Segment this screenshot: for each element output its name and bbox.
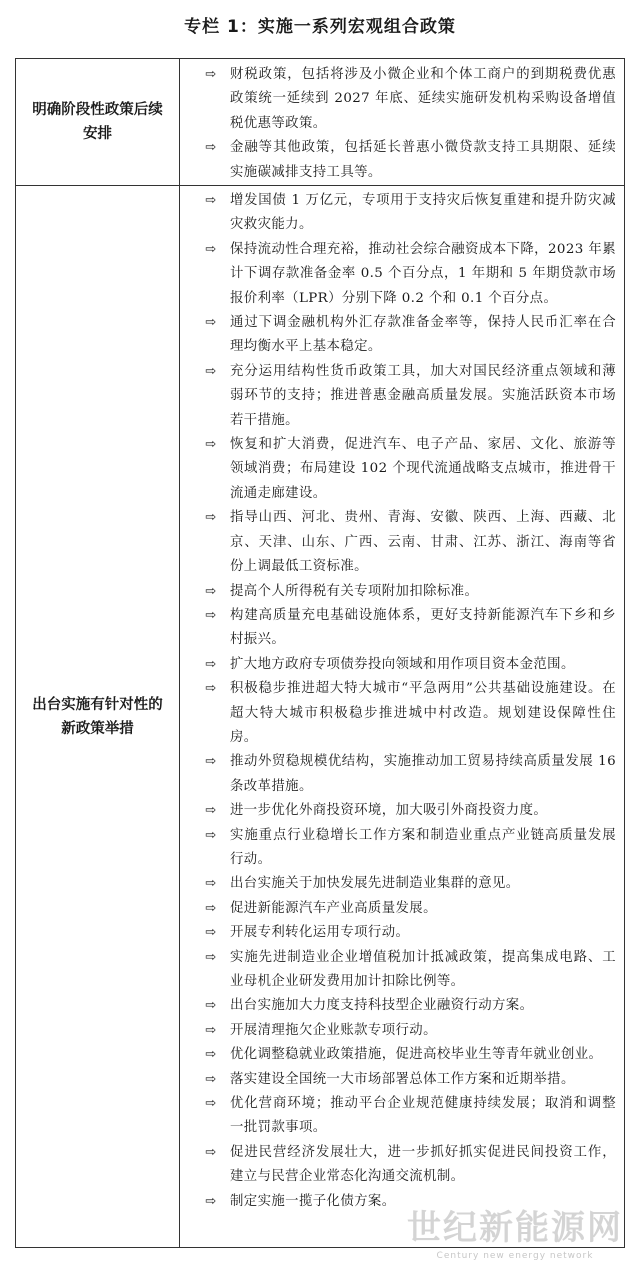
arrow-bullet-icon: ⇨ (205, 241, 217, 257)
watermark-subtext: Century new energy network (436, 1251, 594, 1261)
list-item (198, 1141, 616, 1190)
list-item-text: 开展清理拖欠企业账款专项行动。 (230, 1022, 437, 1038)
list-item (198, 677, 616, 750)
arrow-bullet-icon: ⇨ (205, 315, 217, 331)
list-item (198, 897, 616, 921)
arrow-bullet-icon: ⇨ (205, 803, 217, 819)
section-label: 明确阶段性政策后续安排 (16, 59, 180, 185)
arrow-bullet-icon: ⇨ (205, 1022, 217, 1038)
arrow-bullet-icon: ⇨ (205, 1193, 217, 1209)
table-section (16, 59, 624, 186)
list-item-text: 扩大地方政府专项债券投向领域和用作项目资本金范围。 (230, 656, 575, 672)
list-item-text: 推动外贸稳规模优结构，实施推动加工贸易持续高质量发展 16 条改革措施。 (230, 754, 616, 794)
list-item-text: 恢复和扩大消费，促进汽车、电子产品、家居、文化、旅游等领域消费；布局建设 102 个现代流通战略支点城市，推进骨干流通走廊建设。 (230, 437, 616, 501)
list-item (198, 824, 616, 873)
list-item (198, 921, 616, 945)
list-item (198, 1092, 616, 1141)
arrow-bullet-icon: ⇨ (205, 583, 217, 599)
list-item-text: 积极稳步推进超大特大城市“平急两用”公共基础设施建设。在超大特大城市积极稳步推进城中村改造。规划建设保障性住房。 (230, 681, 616, 745)
list-item-text: 充分运用结构性货币政策工具，加大对国民经济重点领域和薄弱环节的支持；推进普惠金融高质量发展。实施活跃资本市场若干措施。 (230, 363, 616, 428)
arrow-bullet-icon: ⇨ (205, 67, 217, 82)
list-item-text: 财税政策，包括将涉及小微企业和个体工商户的到期税费优惠政策统一延续到 2027 年底、延续实施研发机构采购设备增值税优惠等政策。 (230, 67, 616, 131)
arrow-bullet-icon: ⇨ (205, 510, 217, 526)
arrow-bullet-icon: ⇨ (205, 949, 217, 965)
list-item (198, 994, 616, 1018)
list-item-text: 增发国债 1 万亿元，专项用于支持灾后恢复重建和提升防灾减灾救灾能力。 (230, 193, 616, 233)
list-item-text: 提高个人所得税有关专项附加扣除标准。 (230, 583, 479, 599)
section-items (180, 59, 624, 185)
list-item (198, 1068, 616, 1092)
list-item (198, 63, 616, 136)
arrow-bullet-icon: ⇨ (205, 193, 217, 208)
list-item (198, 238, 616, 311)
arrow-bullet-icon: ⇨ (205, 1047, 217, 1063)
arrow-bullet-icon: ⇨ (205, 607, 217, 623)
list-item-text: 出台实施加大力度支持科技型企业融资行动方案。 (230, 998, 534, 1014)
list-item-text: 实施先进制造业企业增值税加计抵减政策，提高集成电路、工业母机企业研发费用加计扣除比例等。 (230, 949, 616, 989)
list-item-text: 出台实施关于加快发展先进制造业集群的意见。 (230, 876, 520, 892)
watermark-logo (400, 1206, 630, 1268)
watermark-text: 世纪新能源网 (407, 1208, 623, 1248)
list-item (198, 360, 616, 433)
arrow-bullet-icon: ⇨ (205, 1096, 217, 1112)
list-item (198, 1043, 616, 1067)
table-section (16, 186, 624, 1247)
section-items (180, 186, 624, 1247)
list-item-text: 指导山西、河北、贵州、青海、安徽、陕西、上海、西藏、北京、天津、山东、广西、云南、甘肃、江苏、浙江、海南等省份上调最低工资标准。 (230, 510, 616, 575)
arrow-bullet-icon: ⇨ (205, 998, 217, 1014)
list-item-text: 实施重点行业稳增长工作方案和制造业重点产业链高质量发展行动。 (230, 827, 616, 867)
arrow-bullet-icon: ⇨ (205, 1144, 217, 1160)
list-item (198, 433, 616, 506)
arrow-bullet-icon: ⇨ (205, 925, 217, 941)
list-item-text: 金融等其他政策，包括延长普惠小微贷款支持工具期限、延续实施碳减排支持工具等。 (230, 140, 616, 180)
list-item-text: 促进民营经济发展壮大，进一步抓好抓实促进民间投资工作，建立与民营企业常态化沟通交流机制。 (230, 1144, 616, 1185)
list-item (198, 604, 616, 653)
list-item (198, 872, 616, 896)
list-item (198, 189, 616, 238)
list-item (198, 311, 616, 360)
list-item-text: 促进新能源汽车产业高质量发展。 (230, 900, 437, 916)
arrow-bullet-icon: ⇨ (205, 140, 217, 156)
arrow-bullet-icon: ⇨ (205, 876, 217, 892)
list-item-text: 通过下调金融机构外汇存款准备金率等，保持人民币汇率在合理均衡水平上基本稳定。 (230, 315, 616, 355)
list-item (198, 506, 616, 579)
page-title: 专栏 1：实施一系列宏观组合政策 (184, 17, 456, 37)
arrow-bullet-icon: ⇨ (205, 437, 217, 453)
list-item-text: 保持流动性合理充裕，推动社会综合融资成本下降，2023 年累计下调存款准备金率 0.5 个百分点，1 年期和 5 年期贷款市场报价利率（LPR）分别下降 0.2 个和 0.1 个百分点。 (230, 241, 616, 306)
list-item (198, 136, 616, 185)
arrow-bullet-icon: ⇨ (205, 363, 217, 379)
list-item (198, 946, 616, 995)
list-item (198, 750, 616, 799)
list-item-text: 构建高质量充电基础设施体系，更好支持新能源汽车下乡和乡村振兴。 (230, 607, 616, 648)
arrow-bullet-icon: ⇨ (205, 681, 217, 697)
arrow-bullet-icon: ⇨ (205, 900, 217, 916)
list-item-text: 制定实施一揽子化债方案。 (230, 1193, 396, 1209)
list-item-text: 进一步优化外商投资环境，加大吸引外商投资力度。 (230, 803, 548, 819)
arrow-bullet-icon: ⇨ (205, 1071, 217, 1087)
policy-table (15, 58, 625, 1248)
section-label: 出台实施有针对性的新政策举措 (16, 186, 180, 1247)
arrow-bullet-icon: ⇨ (205, 754, 217, 770)
list-item-text: 优化调整稳就业政策措施，促进高校毕业生等青年就业创业。 (230, 1047, 603, 1063)
arrow-bullet-icon: ⇨ (205, 827, 217, 843)
list-item (198, 580, 616, 604)
list-item (198, 799, 616, 823)
list-item (198, 1019, 616, 1043)
arrow-bullet-icon: ⇨ (205, 656, 217, 672)
list-item-text: 落实建设全国统一大市场部署总体工作方案和近期举措。 (230, 1071, 575, 1087)
list-item-text: 优化营商环境；推动平台企业规范健康持续发展；取消和调整一批罚款事项。 (230, 1096, 616, 1136)
list-item-text: 开展专利转化运用专项行动。 (230, 925, 410, 941)
list-item (198, 653, 616, 677)
